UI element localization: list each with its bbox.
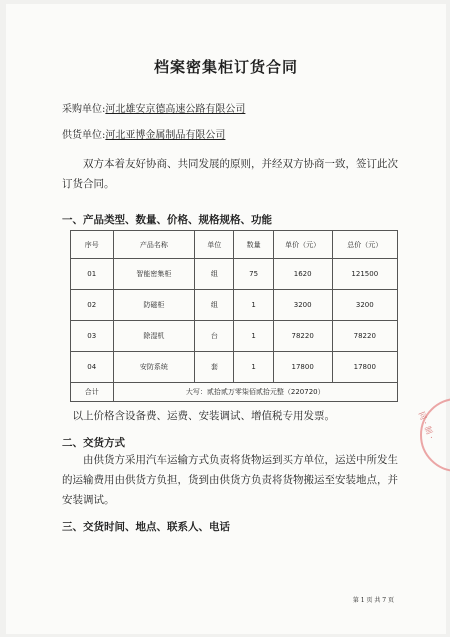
header-cell: 数量 <box>234 231 273 259</box>
products-table <box>70 230 398 402</box>
header-cell: 总价（元） <box>332 231 397 259</box>
buyer-label: 采购单位: <box>62 104 106 115</box>
table-cell: 02 <box>71 290 114 321</box>
delivery-paragraph: 由供货方采用汽车运输方式负责将货物运到买方单位，运送中所发生的运输费用由供货方负担，货到由供货方负责将货物搬运至安装地点，并安装调试。 <box>62 454 398 506</box>
total-amount-cell: 大写：贰拾贰万零柒佰贰拾元整（220720） <box>113 383 398 402</box>
table-cell: 78220 <box>273 321 332 352</box>
table-cell: 78220 <box>332 321 397 352</box>
buyer-value: 河北雄安京德高速公路有限公司 <box>105 104 246 115</box>
table-row <box>71 290 398 321</box>
intro-paragraph: 双方本着友好协商、共同发展的原则，并经双方协商一致，签订此次订货合同。 <box>62 158 398 190</box>
table-cell: 17800 <box>332 352 397 383</box>
section-heading-delivery-method: 二、交货方式 <box>62 437 125 449</box>
table-cell: 组 <box>195 259 234 290</box>
table-row <box>71 321 398 352</box>
section-heading-delivery-time: 三、交货时间、地点、联系人、电话 <box>62 521 230 533</box>
table-cell: 台 <box>195 321 234 352</box>
table-cell: 17800 <box>273 352 332 383</box>
supplier-value: 河北亚博金属制品有限公司 <box>105 130 226 141</box>
header-cell: 单位 <box>195 231 234 259</box>
table-cell: 04 <box>71 352 114 383</box>
table-cell: 75 <box>234 259 273 290</box>
table-row <box>71 259 398 290</box>
contract-page <box>6 4 446 634</box>
header-cell: 单价（元） <box>273 231 332 259</box>
table-cell: 防磁柜 <box>113 290 195 321</box>
section-heading-products: 一、产品类型、数量、价格、规格规格、功能 <box>62 214 272 226</box>
seal-stamp-text: 同 · 制 · <box>416 410 436 441</box>
page-footer: 第 1 页 共 7 页 <box>352 597 394 604</box>
table-cell: 智能密集柜 <box>113 259 195 290</box>
table-header-row <box>71 231 398 259</box>
buyer-line <box>62 100 245 115</box>
document-title: 档案密集柜订货合同 <box>153 58 298 76</box>
supplier-line <box>62 126 225 141</box>
table-cell: 1 <box>234 321 273 352</box>
table-cell: 03 <box>71 321 114 352</box>
price-note-paragraph: 以上价格含设备费、运费、安装调试、增值税专用发票。 <box>72 410 335 422</box>
table-cell: 套 <box>195 352 234 383</box>
table-cell: 3200 <box>332 290 397 321</box>
table-total-row <box>71 383 398 402</box>
header-cell: 产品名称 <box>113 231 195 259</box>
table-cell: 组 <box>195 290 234 321</box>
table-cell: 121500 <box>332 259 397 290</box>
table-row <box>71 352 398 383</box>
table-cell: 除湿机 <box>113 321 195 352</box>
table-cell: 1 <box>234 290 273 321</box>
header-cell: 序号 <box>71 231 114 259</box>
table-cell: 1 <box>234 352 273 383</box>
table-cell: 01 <box>71 259 114 290</box>
table-cell: 1620 <box>273 259 332 290</box>
supplier-label: 供货单位: <box>62 130 106 141</box>
table-cell: 安防系统 <box>113 352 195 383</box>
table-cell: 3200 <box>273 290 332 321</box>
total-label-cell: 合计 <box>71 383 114 402</box>
